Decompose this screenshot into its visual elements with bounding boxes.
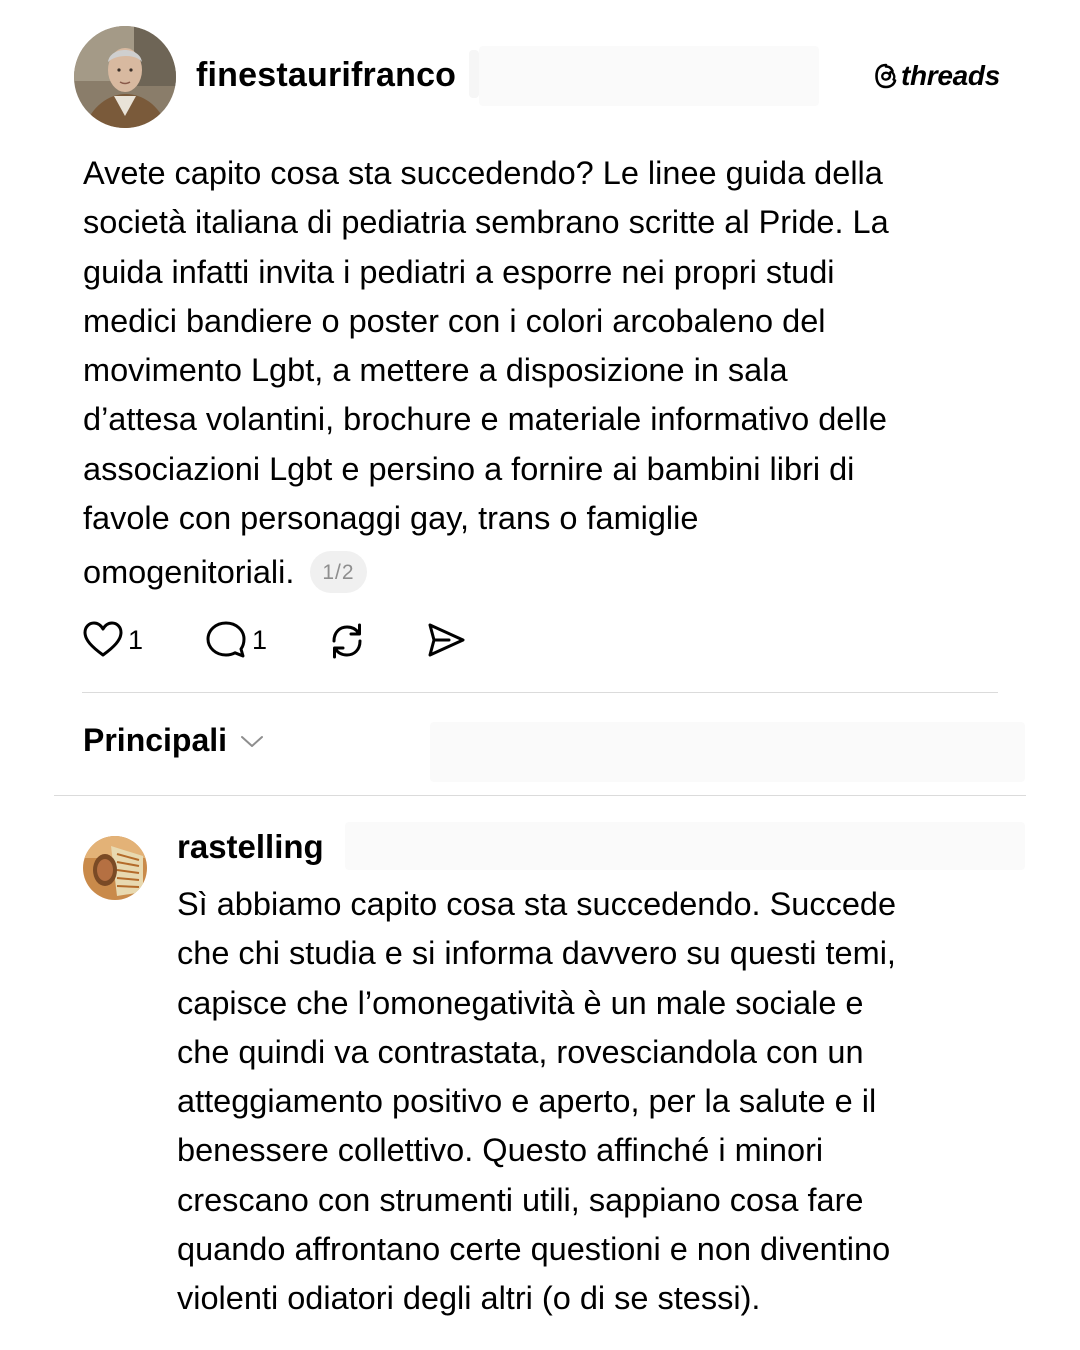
post-text-line: favole con personaggi gay, trans o famiglie [83,500,699,537]
avatar-image [74,26,176,128]
repost-button[interactable] [325,616,369,664]
reply-count: 1 [252,624,268,655]
reply-button[interactable] [204,616,267,664]
share-button[interactable] [424,616,468,664]
share-icon [424,619,468,661]
comment-icon [204,619,248,661]
like-button[interactable] [82,616,143,664]
post-text [83,149,1003,596]
post-actions [82,616,502,664]
post-text-line: omogenitoriali. [83,553,295,590]
avatar[interactable] [74,26,176,128]
divider [54,795,1026,796]
reply-text-line: che chi studia e si informa davvero su questi temi, [177,935,896,972]
reply-text-line: benessere collettivo. Questo affinché i minori [177,1132,824,1169]
post-username[interactable]: finestaurifranco [196,56,457,94]
reply-text-line: che quindi va contrastata, rovesciandola con un [177,1033,864,1070]
redacted-area [430,722,1025,782]
redacted-area [479,46,819,106]
threads-icon [874,63,898,89]
repost-icon [325,619,369,661]
post-text-line: guida infatti invita i pediatri a esporre nei propri studi [83,253,835,290]
threads-logo [874,60,1000,92]
reply-avatar[interactable] [83,836,147,900]
post-text-line: medici bandiere o poster con i colori arcobaleno del [83,302,826,339]
threads-wordmark: threads [900,60,1000,91]
divider [82,692,998,693]
sort-label: Principali [83,722,228,758]
sort-dropdown[interactable] [83,722,267,759]
post-text-line: Avete capito cosa sta succedendo? Le linee guida della [83,155,883,191]
post-text-last-line [83,548,1003,596]
redacted-area [469,50,479,98]
reply-text-line: violenti odiatori degli altri (o di se stessi). [177,1280,761,1317]
post-text-line: associazioni Lgbt e persino a fornire ai bambini libri di [83,450,855,487]
reply-text-line: crescano con strumenti utili, sappiano cosa fare [177,1181,864,1218]
avatar-image [83,836,147,900]
post-text-line: società italiana di pediatria sembrano scritte al Pride. La [83,204,889,241]
post-text-line: d’attesa volantini, brochure e materiale informativo delle [83,401,887,438]
reply-username[interactable]: rastelling [177,828,324,865]
heart-icon [82,619,124,661]
reply-text [177,880,1037,1324]
reply-text-line: atteggiamento positivo e aperto, per la salute e il [177,1083,877,1120]
chevron-down-icon [237,731,267,751]
post-text-line: movimento Lgbt, a mettere a disposizione in sala [83,352,788,389]
post-header [74,26,1000,130]
reply-text-line: quando affrontano certe questioni e non diventino [177,1231,891,1268]
like-count: 1 [128,624,144,655]
reply-text-line: capisce che l’omonegatività è un male sociale e [177,984,864,1021]
redacted-area [345,822,1025,870]
reply-text-line: Sì abbiamo capito cosa sta succedendo. Succede [177,886,897,922]
page-indicator: 1/2 [310,551,366,593]
